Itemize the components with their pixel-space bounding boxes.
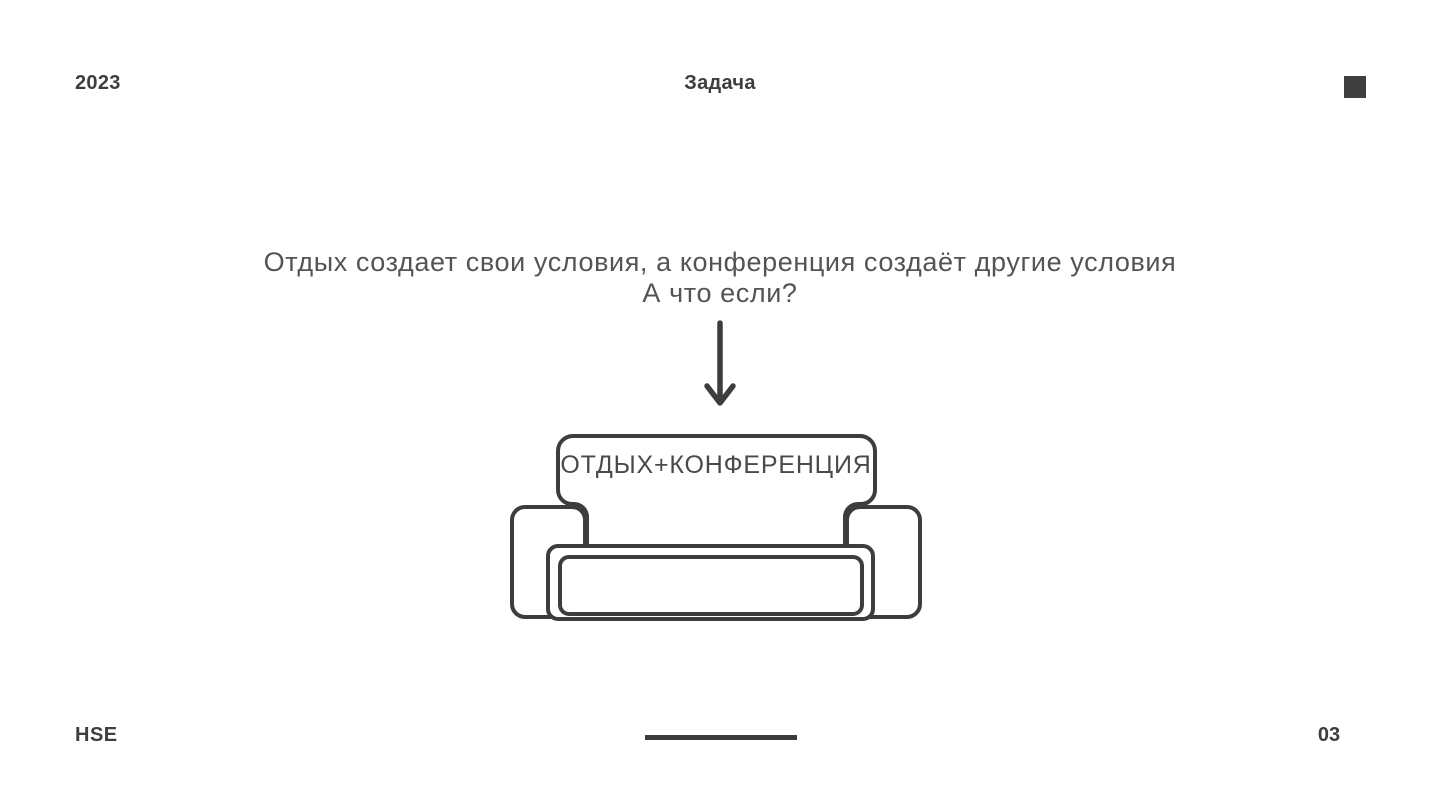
slide-year: 2023 — [75, 72, 121, 94]
statement-text — [0, 247, 1440, 309]
footer-divider — [645, 735, 797, 740]
footer-logo: HSE — [75, 724, 118, 746]
page-number: 03 — [1317, 724, 1341, 746]
sofa-icon — [486, 414, 938, 641]
down-arrow-icon — [695, 315, 745, 415]
sofa-label: ОТДЫХ+КОНФЕРЕНЦИЯ — [560, 451, 872, 479]
statement-line-2: А что если? — [642, 278, 798, 308]
corner-square-icon — [1344, 76, 1366, 98]
slide-title: Задача — [684, 72, 756, 94]
statement-line-1: Отдых создает свои условия, а конференция создаёт другие условия — [263, 247, 1177, 277]
sofa-seat-cushion — [560, 557, 862, 614]
